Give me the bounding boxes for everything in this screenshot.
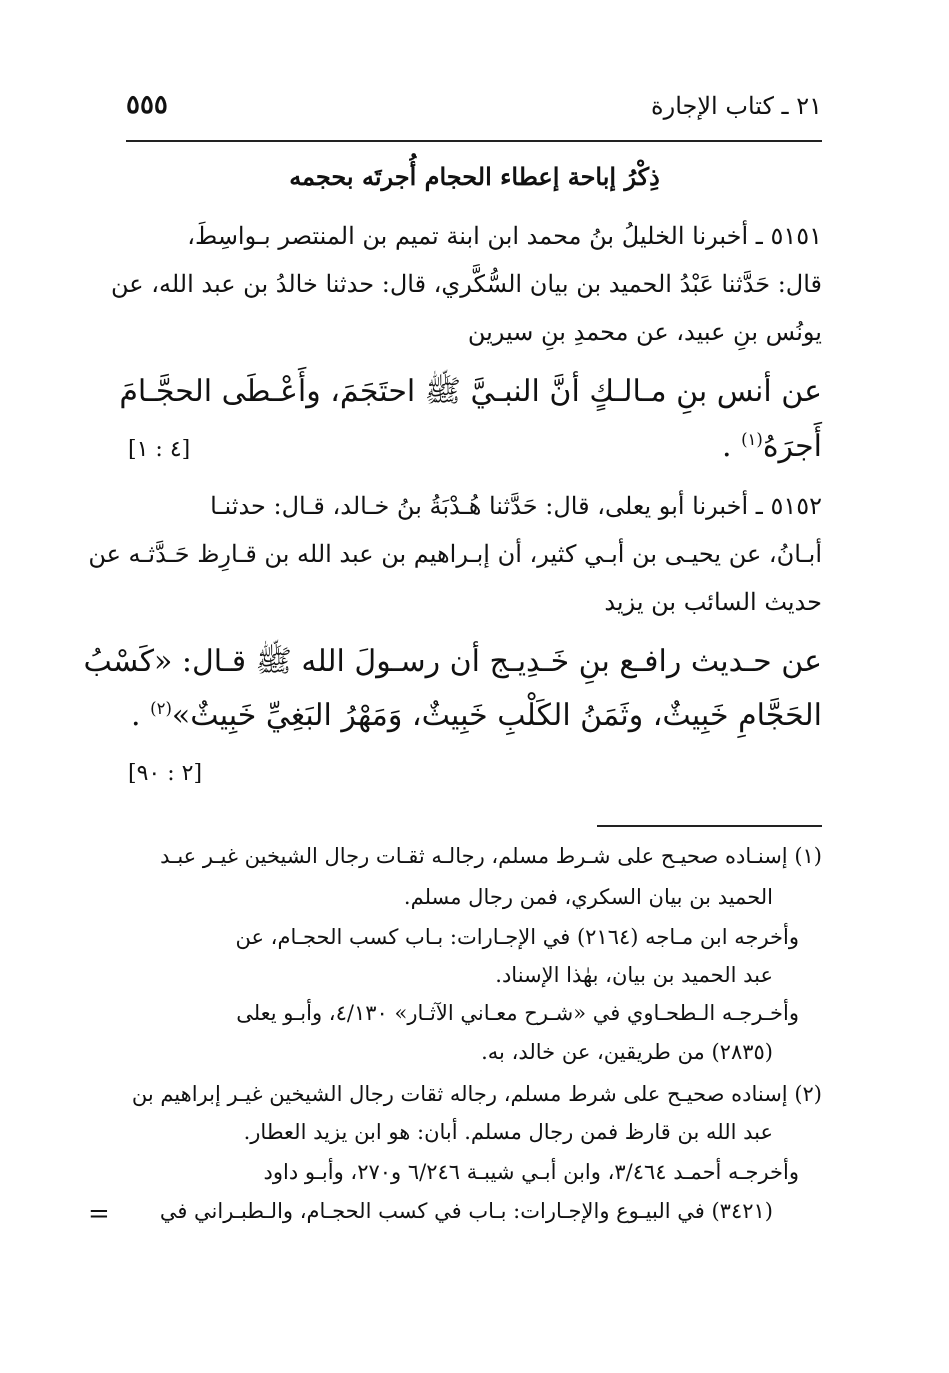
isnad-line: ٥١٥١ ـ أخبرنا الخليلُ بنُ محمد ابن ابنة تميم بن المنتصر بـواسِطَ،	[187, 222, 822, 250]
footnote-separator	[597, 825, 822, 827]
page-header	[126, 90, 822, 142]
continuation-mark: =	[88, 1199, 110, 1229]
footnote-line: وأخرجـه أحمـد ٣/٤٦٤، وابن أبـي شيبـة ٦/٢٤٦ و٢٧٠، وأبـو داود	[263, 1160, 799, 1184]
footnote-line: (٣٤٢١) في البيـوع والإجـارات: بـاب في كسب الحجـام، والـطبـراني في	[159, 1199, 773, 1223]
matn-text: أَجرَهُ	[762, 429, 822, 464]
footnote-marker: (٢)	[150, 699, 172, 718]
hadith-reference: [٢ : ٩٠]	[128, 761, 203, 786]
chapter-title: ٢١ ـ كتاب الإجارة	[651, 92, 822, 120]
footnote-line: (٢٨٣٥) من طريقين، عن خالد، به.	[481, 1040, 773, 1064]
matn-end: .	[722, 429, 732, 464]
footnote-line: (١) إسنـاده صحيـح على شـرط مسلم، رجالـه ثقـات رجال الشيخين غيـر عبـد	[160, 844, 822, 868]
footnote-line: عبد الله بن قارظ فمن رجال مسلم. أبان: هو ابن يزيد العطار.	[243, 1120, 773, 1144]
matn-line	[131, 698, 822, 734]
matn-end: .	[131, 698, 141, 733]
footnote-line: وأخرجه ابن مـاجه (٢١٦٤) في الإجـارات: بـاب كسب الحجـام، عن	[235, 925, 799, 949]
matn-line: عن حـديث رافـع بنِ خَـدِيـج أن رسـولَ الله ﷺ قـال: «كَسْبُ	[83, 644, 822, 679]
footnote-line: الحميد بن بيان السكري، فمن رجال مسلم.	[403, 885, 773, 909]
matn-line	[722, 429, 822, 465]
footnote-line: وأخـرجـه الـطحـاوي في «شـرح معـاني الآثـار» ٤/١٣٠، وأبـو يعلى	[236, 1001, 799, 1025]
isnad-line: قال: حَدَّثنا عَبْدُ الحميد بن بيان السُّكَّري، قال: حدثنا خالدُ بن عبد الله، عن	[111, 270, 822, 298]
matn-text: الحَجَّامِ خَبِيثٌ، وثَمَنُ الكَلْبِ خَبِيثٌ، وَمَهْرُ البَغِيِّ خَبِيثٌ»	[171, 698, 822, 733]
isnad-line: يونُس بنِ عبيد، عن محمدِ بنِ سيرين	[467, 318, 822, 346]
page-number: ٥٥٥	[126, 90, 168, 120]
isnad-line: أبـانُ، عن يحيـى بن أبـي كثير، أن إبـراهيم بن عبد الله بن قـارِظ حَـدَّثـه عن	[88, 540, 822, 568]
footnote-line: عبد الحميد بن بيان، بهٰذا الإسناد.	[495, 963, 773, 987]
isnad-line: ٥١٥٢ ـ أخبرنا أبو يعلى، قال: حَدَّثنا هُـدْبَةُ بنُ خـالد، قـال: حدثنـا	[210, 492, 822, 520]
hadith-reference: [٤ : ١]	[128, 437, 191, 462]
isnad-line: حديث السائب بن يزيد	[604, 588, 822, 616]
footnote-marker: (١)	[741, 430, 763, 449]
matn-line: عن أنس بنِ مـالـكٍ أنَّ النبـيَّ ﷺ احتَجَمَ، وأَعْـطَى الحجَّـامَ	[119, 374, 822, 409]
section-heading: ذِكْرُ إباحة إعطاء الحجام أُجرتَه بحجمه	[289, 162, 660, 191]
footnote-line: (٢) إسناده صحيـح على شرط مسلم، رجاله ثقات رجال الشيخين غيـر إبراهيم بن	[131, 1082, 822, 1106]
